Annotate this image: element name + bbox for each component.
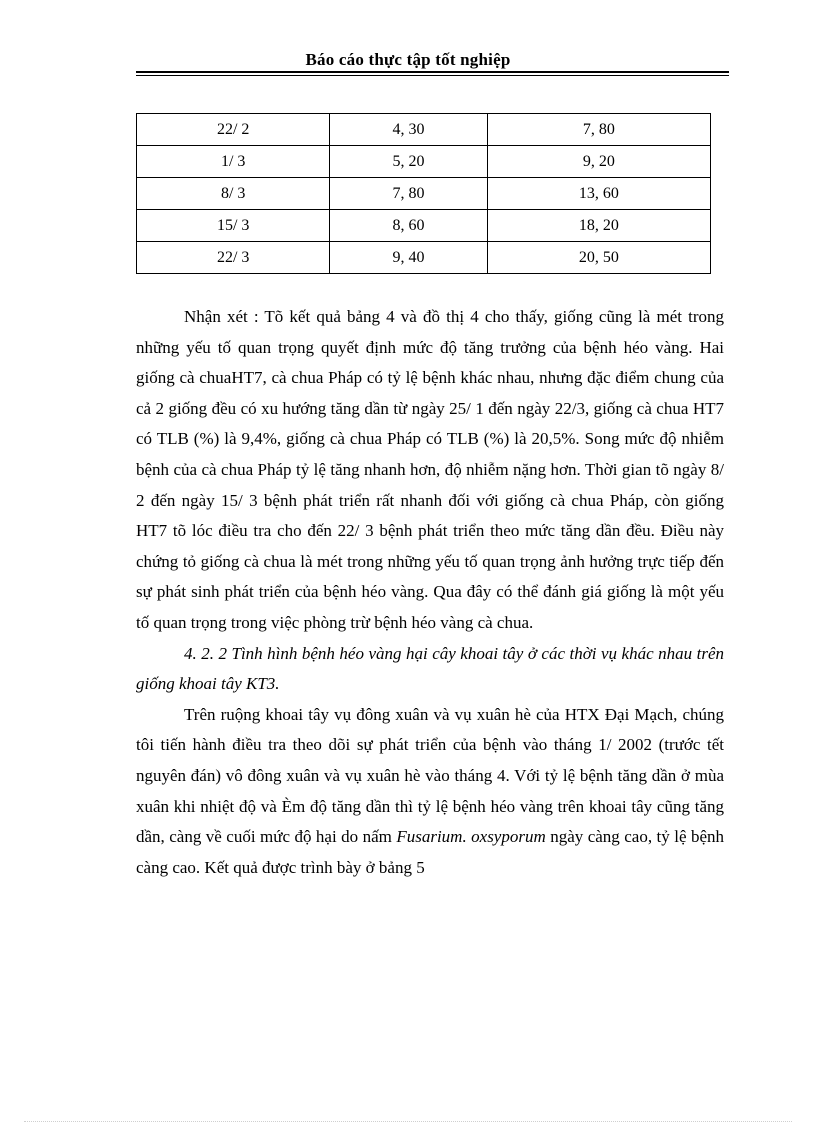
species-name: Fusarium. oxsyporum [396, 827, 546, 847]
table-row [137, 114, 711, 146]
table-cell-value: 5, 20 [330, 146, 487, 178]
page-header-title: Báo cáo thực tập tốt nghiệp [305, 50, 511, 69]
table-cell-date: 8/ 3 [137, 178, 330, 210]
paragraph-remarks: Nhận xét : Tõ kết quả bảng 4 và đồ thị 4 cho thấy, giống cũng là mét trong những yếu tố quan trọng quyết định mức độ tăng trưởng của bệnh héo vàng. Hai giống cà chuaHT7, cà chua Pháp có tỷ lệ bệnh khác nhau, nhưng đặc điểm chung của cả 2 giống đều có xu hướng tăng dần từ ngày 25/ 1 đến ngày 22/3, giống cà chua HT7 có TLB (%) là 9,4%, giống cà chua Pháp có TLB (%) là 20,5%. Song mức độ nhiễm bệnh của cà chua Pháp tỷ lệ tăng nhanh hơn, độ nhiễm nặng hơn. Thời gian tõ ngày 8/ 2 đến ngày 15/ 3 bệnh phát triển rất nhanh đối với giống cà chua Pháp, còn giống HT7 tõ lóc điều tra cho đến 22/ 3 bệnh phát triển theo mức tăng dần đều. Điều này chứng tỏ giống cà chua là mét trong những yếu tố quan trọng ảnh hưởng trực tiếp đến sự phát sinh phát triển của bệnh héo vàng. Qua đây có thể đánh giá giống là một yếu tố quan trọng trong việc phòng trừ bệnh héo vàng cà chua. [136, 307, 724, 632]
header-rule-thin [136, 75, 729, 76]
table-cell-value: 9, 20 [487, 146, 710, 178]
table-cell-value: 8, 60 [330, 210, 487, 242]
header-rule-thick [136, 71, 729, 73]
table-row [137, 178, 711, 210]
table-cell-date: 22/ 2 [137, 114, 330, 146]
body-text [136, 302, 724, 883]
paragraph-survey [136, 700, 724, 884]
table-cell-value: 20, 50 [487, 242, 710, 274]
data-table [136, 113, 711, 274]
table-row [137, 210, 711, 242]
paragraph-survey-text-1: Trên ruộng khoai tây vụ đông xuân và vụ xuân hè của HTX Đại Mạch, chúng tôi tiến hành điều tra theo dõi sự phát triển của bệnh vào tháng 1/ 2002 (trước tết nguyên đán) vô đông xuân và vụ xuân hè vào tháng 4. Với tỷ lệ bệnh tăng dần ở mùa xuân khi nhiệt độ và Èm độ tăng dần thì tỷ lệ bệnh héo vàng trên khoai tây cũng tăng dần, càng về cuối mức độ hại do nấm [136, 704, 724, 847]
table-cell-value: 4, 30 [330, 114, 487, 146]
table-cell-value: 9, 40 [330, 242, 487, 274]
table-row [137, 146, 711, 178]
table-cell-value: 18, 20 [487, 210, 710, 242]
table-row [137, 242, 711, 274]
section-subheading: 4. 2. 2 Tình hình bệnh héo vàng hại cây khoai tây ở các thời vụ khác nhau trên giống khoai tây KT3. [136, 643, 724, 694]
table-cell-value: 13, 60 [487, 178, 710, 210]
page-footer-rule [24, 1121, 792, 1122]
table-cell-value: 7, 80 [330, 178, 487, 210]
table-cell-date: 1/ 3 [137, 146, 330, 178]
table-cell-date: 22/ 3 [137, 242, 330, 274]
table-cell-date: 15/ 3 [137, 210, 330, 242]
table-cell-value: 7, 80 [487, 114, 710, 146]
paragraph-survey-text-2: ngày càng cao, tỷ lệ bệnh càng cao. Kết quả được trình bày ở bảng 5 [136, 827, 724, 877]
